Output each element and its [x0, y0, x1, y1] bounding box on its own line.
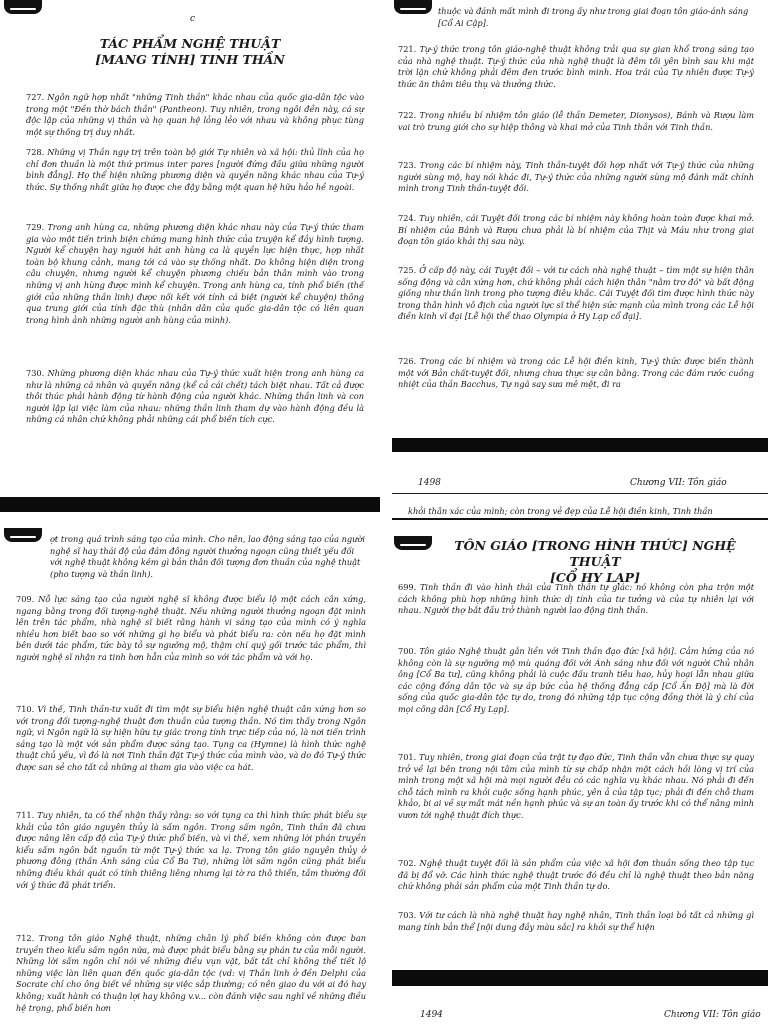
page-number: 1494: [420, 1010, 443, 1020]
section-title: [0, 36, 380, 68]
paragraph-text: Tôn giáo Nghệ thuật gắn liền với Tinh thần đạo đức [xã hội]. Cảm hứng của nó không còn là sự ngưỡng mộ mù quáng đối với Ánh sáng như đối với người Chủ nhân ông [Cổ Ba tư], cũng không phải là cuộc đấu tranh tiêu hao, hủy hoại lẫn nhau giữa các cộng đồng dân tộc và sự áp bức của hệ thống đẳng cấp [Cổ Ấn Độ] mà là đời sống của quốc gia-dân tộc tự do, trong đó những tập tục cộng đồng thời là ý chí của mọi công dân [Cổ Hy Lạp].: [398, 646, 754, 714]
paragraph-729: [26, 222, 364, 326]
paragraph-text: Trong tôn giáo Nghệ thuật, những chân lý phổ biến không còn được ban truyền theo kiểu sấm ngôn nữa, mà được phát biểu bằng sự phán tư của mỗi người. Những lời sấm ngôn chỉ nói về những điều vụn vặt, bất tất chỉ không thể tiết lộ những việc làn liên quan đến quốc gia-dân tộc (vd: vị Thần linh ở đền Delphi của Socrate chỉ cho ông biết về những sự việc sắp thường; có nên giao du với ai đó hay không; xuất hành có thuận lợi hay không v.v... còn đánh việc sau nghĩ về những điều hệ trọng, phổ biến hơn: [16, 933, 367, 1013]
page-marker: c: [190, 14, 196, 24]
bookmark-tab-icon: [394, 0, 432, 14]
paragraph-text: Tuy nhiên, trong giai đoạn của trật tự đạo đức, Tinh thần vẫn chưa thực sự quay trở về lại bên trong nội tâm của mình từ sự chấp nhận một cách hồi lòng vị trí của mình trong một xã hội mà mọi người đều có các nghĩa vụ khác nhau. Nó phải đi đến chỗ tách mình ra khỏi cuộc sống hạnh phúc, yên ả của tập tục; phải đi đến chỗ tham khảo, bi ai về sự mất mát nền hạnh phúc và sự an toàn ấy trước khi có thể nâng mình vươn tới nghệ thuật đích thực.: [398, 752, 754, 820]
paragraph-722: [398, 110, 754, 133]
paragraph-728: [26, 147, 364, 193]
paragraph-721: [398, 44, 754, 90]
paragraph-number: 727.: [26, 92, 45, 102]
paragraph-number: 701.: [398, 752, 417, 762]
paragraph-text: Trong anh hùng ca, những phương diện khác nhau này của Tự-ý thức tham gia vào một tiến trình biện chứng mang hình thức của truyện kể đầy hình tượng. Người kể chuyện hay người hát anh hùng ca là quyền lực hiện thực, hợp nhất toàn bộ khung cảnh, mang tới cá vào sự thống nhất. Do không hiện diện trong câu chuyện, nhưng người kể chuyện phương chiếu bản thân mình vào trong những vị anh hùng được mình kể chuyện. Trong anh hùng ca, tính phổ biến (thế giới của những thần linh) được nối kết với tính cá biệt (người kể chuyện) thông qua trung giới của tính đặc thù (nhân dân của quốc gia-dân tộc có liên quan trong hình ảnh những người anh hùng của mình).: [26, 222, 364, 325]
paragraph-text: Những phương diện khác nhau của Tự-ý thức xuất hiện trong anh hùng ca như là những cá nhân và quyền năng (kể cả cái chết) tách biệt nhau. Tất cả được thôi thúc phải hành động từ hành động của người khác. Những thần linh và con người lập lại việc làm của nhau: những thần linh tham dự vào hành động đều là những cá nhân chứ không phải những cái phổ biến tích cực.: [26, 368, 364, 425]
paragraph-text: Tuy nhiên, ta có thể nhận thấy rằng: so với tụng ca thì hình thức phát biểu sự khải của tôn giáo nguyên thủy là sấm ngôn. Trong sấm ngôn, Tinh thần đã chưa được nâng lên cấp độ của Tự-ý thức phổ biến, và vì thế, xem những lời phán truyền kiểu sấm ngôn bắt nguồn từ một Tự-ý thức xa lạ. Trong tôn giáo nguyên thủy ở phương đông (thần Ánh sáng của Cổ Ba Tư), những lời sấm ngôn cũng phát biểu những điều khái quát có tính thiêng liêng nhưng lại tờ ra thô thiển, tầm thường đối với ý thức đã phát triển.: [16, 810, 366, 890]
chapter-footer: Chương VII: Tôn giáo: [664, 1010, 761, 1020]
paragraph-text: Tinh thần đi vào hình thái của Tinh thần tự giác: nó không còn pha trộn một cách không phù hợp những hình thức dị tính của tư tưởng và của tự nhiên lại với nhau. Người thợ bắt đầu trở thành người lao động tinh thần.: [398, 582, 754, 616]
continued-text: ợt trong quá trình sáng tạo của mình. Cho nên, lao động sáng tạo của người nghệ sĩ hay thái độ của đám đông người thưởng ngoạn cũng thiết yếu đối với nghệ thuật không kém gì bản thân đối tượng đơn thuần của nghệ thuật (pho tượng và thần linh).: [50, 534, 365, 579]
paragraph-number: 702.: [398, 858, 417, 868]
paragraph-701: [398, 752, 754, 822]
paragraph-text: Những vị Thần ngự trị trên toàn bộ giới Tự nhiên và xã hội: thủ lĩnh của họ chỉ đơn thuần là một thứ primus inter pares [người đứng đầu giữa những người bình đẳng]. Họ thể hiện những phương diện và quyền năng khác nhau của Tự-ý thức. Sự thống nhất giữa họ được che đậy bằng một quan hệ hữu hảo hề ngoài.: [26, 147, 364, 192]
page-bottom-right: [388, 528, 768, 1024]
paragraph-710: [16, 704, 366, 774]
paragraph-text: Trong các bí nhiệm này, Tinh thần-tuyệt đối hợp nhất với Tự-ý thức của những người sùng mộ, hay nói khác đi, Tự-ý thức của những người sùng mộ đánh mất chính mình trong Tinh thần-tuyệt đối.: [398, 160, 755, 194]
paragraph-700: [398, 646, 754, 716]
paragraph-724: [398, 213, 754, 248]
paragraph-699: [398, 582, 754, 617]
paragraph-number: 726.: [398, 356, 417, 366]
paragraph-723: [398, 160, 754, 195]
paragraph-text: Nỗ lực sáng tạo của người nghệ sĩ không được biểu lộ một cách cân xứng, ngang bằng trong đối tượng-nghệ thuật. Nếu những người thưởng ngoạn đặt mình lên trên tác phẩm, nhà nghệ sĩ biết rằng hành vi sáng tạo của mình có ý nghĩa nhiều hơn biết bao so với những gì họ biểu và phát biểu ra: còn nếu họ đặt mình bên dưới tác phẩm, tức bày tỏ sự ngưỡng mộ, thậm chí quý gối trước tác phẩm, thì người nghệ sĩ nhận ra tinh hơn hẳn của mình so với tác phẩm và với họ.: [16, 594, 366, 662]
bookmark-tab-icon: [394, 536, 432, 550]
paragraph-703: [398, 910, 754, 933]
paragraph-number: 711.: [16, 810, 35, 820]
paragraph-702: [398, 858, 754, 893]
paragraph-text: Tự-ý thức trong tôn giáo-nghệ thuật không trải qua sự gian khổ trong sáng tạo của nhà nghệ thuật. Tự-ý thức của nhà nghệ thuật là đêm tối yên bình sau khi mặt trời lặn chứ không phải đêm đen trước bình minh. Hoa trái của Tự nhiên được Tự-ý thức ăn thâm tiêu thụ và thưởng thức.: [398, 44, 754, 89]
paragraph-711: [16, 810, 366, 891]
paragraph-text: Tuy nhiên, cái Tuyệt đối trong các bí nhiệm này không hoàn toàn được khai mở. Bí nhiệm của Bánh và Rượu chưa phải là bí nhiệm của Thịt và Máu như trong giai đoạn tôn giáo khải thị sau này.: [398, 213, 754, 247]
section-title-line-1: TÁC PHẨM NGHỆ THUẬT: [99, 36, 281, 51]
paragraph-number: 709.: [16, 594, 35, 604]
chapter-footer: Chương VII: Tôn giáo: [630, 478, 727, 488]
paragraph-number: 730.: [26, 368, 45, 378]
paragraph-number: 724.: [398, 213, 417, 223]
bookmark-tab-icon: [4, 0, 42, 14]
continued-text: thuộc và đánh mất mình đi trong ấy như trong giai đoạn tôn giáo-ánh sáng [Cổ Ai Cập].: [438, 6, 749, 28]
page-bottom-bar: [392, 438, 768, 452]
paragraph-number: 710.: [16, 704, 35, 714]
paragraph-number: 703.: [398, 910, 417, 920]
paragraph-730: [26, 368, 364, 426]
section-title-line-1: TÔN GIÁO [TRONG HÌNH THỨC] NGHỆ THUẬT: [454, 538, 736, 569]
page-bottom-bar: [392, 970, 768, 986]
paragraph-number: 725.: [398, 265, 417, 275]
paragraph-text: Trong nhiều bí nhiệm tôn giáo (lễ thần Demeter, Dionysos), Bánh và Rượu làm vai trò trung giới cho sự hiệp thông và khai mở của Tinh thần với Tinh thần.: [398, 110, 754, 132]
page-top-right: [388, 0, 768, 440]
paragraph-text: Nghệ thuật tuyệt đối là sản phẩm của việc xã hội đơn thuần sống theo tập tục đã bị đổ vỡ. Các hình thức nghệ thuật trước đó đều chỉ là nghệ thuật theo bản năng chứ không phải sản phẩm của một Tinh thần tự do.: [398, 858, 754, 892]
section-title: [428, 538, 762, 586]
paragraph-727: [26, 92, 364, 138]
paragraph-number: 700.: [398, 646, 417, 656]
paragraph-number: 721.: [398, 44, 417, 54]
paragraph-725: [398, 265, 754, 323]
paragraph-number: 728.: [26, 147, 45, 157]
paragraph-number: 712.: [16, 933, 35, 943]
paragraph-number: 729.: [26, 222, 45, 232]
paragraph-text: Ngôn ngữ hợp nhất "những Tinh thần" khác nhau của quốc gia-dân tộc vào trong một "Đền thờ bách thần" (Pantheon). Tuy nhiên, trong ngôi đền này, cá sự độc lập của những vị thần và họ quan hệ lỏng lẻo với nhau và không phục tùng một sự thống trị duy nhất.: [26, 92, 365, 137]
paragraph-number: 699.: [398, 582, 417, 592]
paragraph-726: [398, 356, 754, 391]
page-top-left: [0, 0, 380, 495]
paragraph-text: Vì thế, Tinh thần-tư xuất đi tìm một sự biểu hiện nghệ thuật cân xứng hơn so với trong đối tượng-nghệ thuật đơn thuần của tượng thần. Nó tìm thấy trong Ngôn ngữ, vì Ngôn ngữ là sự hiện hữu tự giác trong tính trực tiếp của nó, là nơi tiến trình sáng tạo là một với sản phẩm được sáng tạo. Tụng ca (Hymne) là hình thức nghệ thuật chủ yếu, vì đó là nơi Tinh thần đặt Tự-ý thức của mình vào, và do đó Tự-ý thức được san sẻ cho tất cả những ai tham gia vào việc ca hát.: [16, 704, 366, 772]
paragraph-number: 722.: [398, 110, 417, 120]
bookmark-tab-icon: [4, 528, 42, 542]
paragraph-text: Ở cấp độ này, cái Tuyệt đối – với tư cách nhà nghệ thuật – tìm một sự hiện thân sống động và cân xứng hơn, chứ không phải cách hiện thân "nằm trơ đó" và bất động giống như thần linh trong pho tượng điêu khắc. Cái Tuyệt đối tìm được hình thức này trong thân hình vô địch của người lực sĩ thể hiện sức mạnh của mình trong các Lễ hội điền kinh vĩ đại [Lễ hội thể thao Olympia ở Hy Lạp cổ đại].: [398, 265, 754, 322]
section-title-line-2: [CỔ HY LẠP]: [550, 570, 640, 585]
paragraph-709: [16, 594, 366, 664]
page-separator: [392, 518, 768, 520]
section-title-line-2: [MANG TÍNH] TINH THẦN: [95, 52, 285, 67]
paragraph-712: [16, 933, 366, 1014]
page-bottom-left: [0, 528, 380, 1024]
paragraph-number: 723.: [398, 160, 417, 170]
page-bottom-bar: [0, 497, 380, 512]
next-page-line: khỏi thân xác của mình; còn trong vẻ đẹp của Lễ hội điền kinh, Tinh thần: [408, 506, 713, 516]
paragraph-text: Trong các bí nhiệm và trong các Lễ hội điền kinh, Tự-ý thức được biến thành một với Bản chất-tuyệt đối, nhưng chưa thực sự cân bằng. Trong các đám rước cuồng nhiệt của thần Bacchus, Tự ngã say sưa mê mệt, đi ra: [398, 356, 754, 390]
page-number: 1498: [418, 478, 441, 488]
paragraph-text: Với tư cách là nhà nghệ thuật hay nghệ nhân, Tinh thần loại bỏ tất cả những gì mang tính bản thể [nội dung đầy màu sắc] ra khỏi sự thể hiện: [398, 910, 754, 932]
footer-rule: [392, 493, 768, 494]
